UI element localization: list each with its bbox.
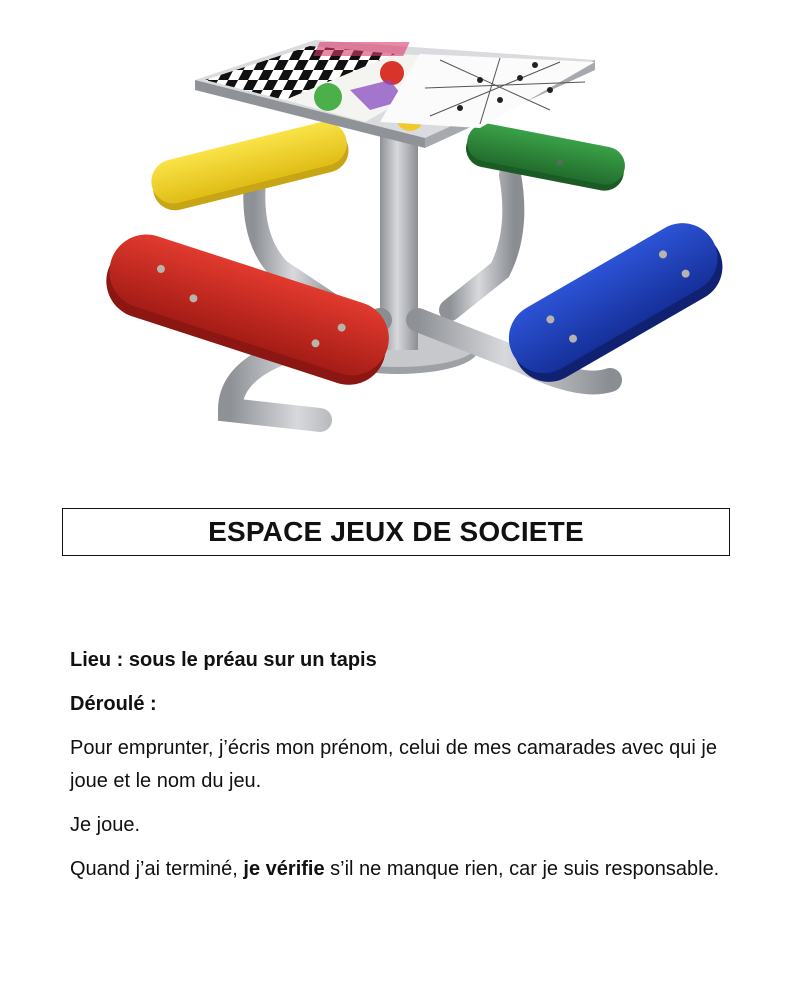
finish-text-bold: je vérifie xyxy=(243,858,325,880)
play-paragraph: Je joue. xyxy=(70,814,141,836)
page-title: ESPACE JEUX DE SOCIETE xyxy=(208,516,584,547)
finish-paragraph xyxy=(70,853,720,886)
content xyxy=(70,644,720,897)
location-line: Lieu : sous le préau sur un tapis xyxy=(70,649,377,671)
borrow-paragraph: Pour emprunter, j’écris mon prénom, celui de mes camarades avec qui je joue et le nom du jeu. xyxy=(70,737,717,792)
title-box xyxy=(62,508,730,556)
finish-text-start: Quand j’ai terminé, xyxy=(70,858,244,880)
game-table-illustration xyxy=(80,20,730,440)
procedure-heading: Déroulé : xyxy=(70,693,157,715)
finish-text-end: s’il ne manque rien, car je suis responsable. xyxy=(324,858,720,880)
